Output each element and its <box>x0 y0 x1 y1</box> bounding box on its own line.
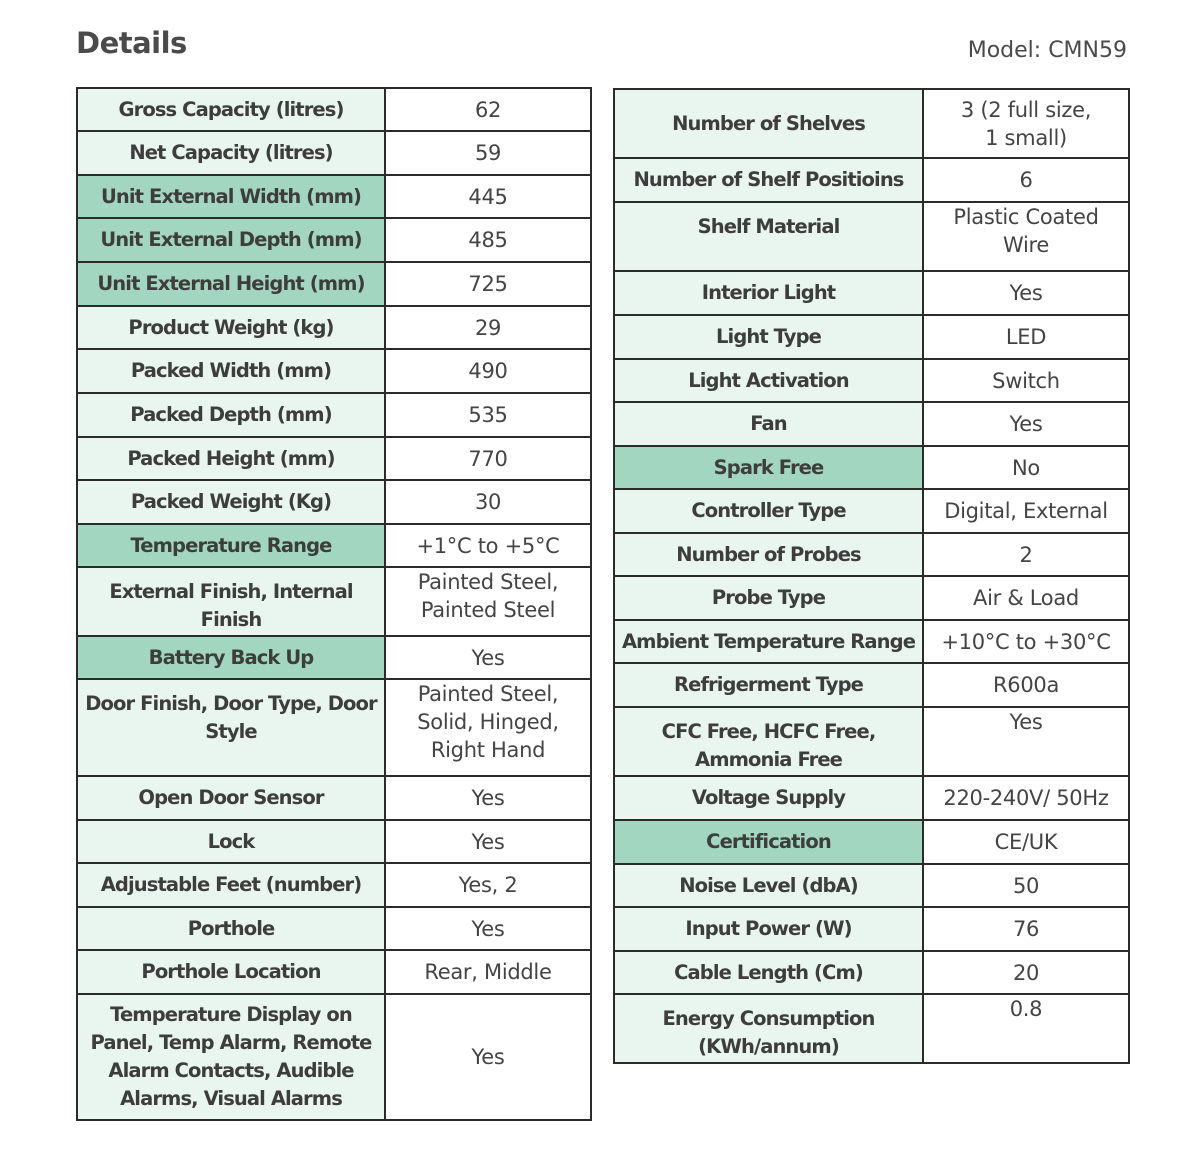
spec-value: LED <box>923 315 1129 359</box>
spec-value: No <box>923 446 1129 489</box>
spec-row-energy-consumption-kwh-annum <box>614 994 1129 1063</box>
spec-row-adjustable-feet-number <box>77 863 591 907</box>
spec-row-temperature-display-on-panel-temp-alarm-remote-alarm-contacts-audible-alarms-visual-alarms <box>77 994 591 1120</box>
spec-label: Controller Type <box>614 489 923 533</box>
spec-row-number-of-shelves <box>614 89 1129 158</box>
spec-label: Noise Level (dbA) <box>614 864 923 907</box>
spec-label: Voltage Supply <box>614 776 923 820</box>
spec-value: Yes <box>385 994 591 1120</box>
spec-row-open-door-sensor <box>77 776 591 820</box>
spec-label: Probe Type <box>614 576 923 620</box>
spec-value: 0.8 <box>923 994 1129 1063</box>
spec-row-battery-back-up <box>77 636 591 679</box>
spec-value: Yes <box>923 707 1129 776</box>
spec-label: Packed Depth (mm) <box>77 393 385 437</box>
spec-value: Yes, 2 <box>385 863 591 907</box>
spec-row-cfc-free-hcfc-free-ammonia-free <box>614 707 1129 776</box>
spec-value: 485 <box>385 218 591 262</box>
spec-row-number-of-probes <box>614 533 1129 576</box>
right-spec-table <box>613 88 1130 1064</box>
spec-label: Porthole <box>77 907 385 950</box>
spec-label: Spark Free <box>614 446 923 489</box>
spec-label: CFC Free, HCFC Free, Ammonia Free <box>614 707 923 776</box>
spec-label: External Finish, Internal Finish <box>77 567 385 636</box>
spec-label: Net Capacity (litres) <box>77 131 385 175</box>
spec-value: 6 <box>923 158 1129 202</box>
spec-row-gross-capacity-litres <box>77 88 591 131</box>
spec-label: Battery Back Up <box>77 636 385 679</box>
spec-label: Number of Shelves <box>614 89 923 158</box>
spec-value: 30 <box>385 480 591 524</box>
spec-label: Temperature Display on Panel, Temp Alarm, Remote Alarm Contacts, Audible Alarms, Visual Alarms <box>77 994 385 1120</box>
spec-value: CE/UK <box>923 820 1129 864</box>
spec-value: Yes <box>923 402 1129 446</box>
spec-value: Rear, Middle <box>385 950 591 994</box>
spec-label: Unit External Depth (mm) <box>77 218 385 262</box>
spec-row-packed-height-mm <box>77 437 591 480</box>
spec-row-number-of-shelf-positioins <box>614 158 1129 202</box>
spec-value: +10°C to +30°C <box>923 620 1129 663</box>
spec-row-unit-external-width-mm <box>77 175 591 218</box>
spec-row-controller-type <box>614 489 1129 533</box>
spec-value: 535 <box>385 393 591 437</box>
spec-row-fan <box>614 402 1129 446</box>
spec-row-external-finish-internal-finish <box>77 567 591 636</box>
spec-row-interior-light <box>614 271 1129 315</box>
spec-label: Number of Shelf Positioins <box>614 158 923 202</box>
spec-value: 29 <box>385 306 591 349</box>
spec-value: Air & Load <box>923 576 1129 620</box>
spec-row-certification <box>614 820 1129 864</box>
spec-label: Energy Consumption (KWh/annum) <box>614 994 923 1063</box>
spec-row-input-power-w <box>614 907 1129 951</box>
spec-label: Unit External Height (mm) <box>77 262 385 306</box>
spec-value: Yes <box>385 636 591 679</box>
spec-label: Lock <box>77 820 385 863</box>
spec-row-refrigerment-type <box>614 663 1129 707</box>
spec-value: 3 (2 full size, 1 small) <box>923 89 1129 158</box>
spec-value: 62 <box>385 88 591 131</box>
spec-value: Switch <box>923 359 1129 402</box>
spec-label: Product Weight (kg) <box>77 306 385 349</box>
spec-label: Light Type <box>614 315 923 359</box>
spec-row-door-finish-door-type-door-style <box>77 679 591 776</box>
spec-row-product-weight-kg <box>77 306 591 349</box>
spec-value: 490 <box>385 349 591 393</box>
spec-label: Shelf Material <box>614 202 923 271</box>
spec-label: Number of Probes <box>614 533 923 576</box>
spec-value: R600a <box>923 663 1129 707</box>
spec-label: Fan <box>614 402 923 446</box>
model-number: Model: CMN59 <box>967 38 1127 63</box>
spec-label: Packed Weight (Kg) <box>77 480 385 524</box>
spec-value: Yes <box>385 776 591 820</box>
spec-value: Yes <box>385 907 591 950</box>
spec-label: Porthole Location <box>77 950 385 994</box>
spec-label: Open Door Sensor <box>77 776 385 820</box>
spec-row-lock <box>77 820 591 863</box>
spec-label: Packed Height (mm) <box>77 437 385 480</box>
spec-label: Interior Light <box>614 271 923 315</box>
spec-label: Unit External Width (mm) <box>77 175 385 218</box>
left-spec-table <box>76 87 592 1121</box>
spec-label: Gross Capacity (litres) <box>77 88 385 131</box>
spec-row-unit-external-depth-mm <box>77 218 591 262</box>
spec-value: 20 <box>923 951 1129 994</box>
spec-row-noise-level-dba <box>614 864 1129 907</box>
spec-row-cable-length-cm <box>614 951 1129 994</box>
spec-row-packed-weight-kg <box>77 480 591 524</box>
spec-label: Cable Length (Cm) <box>614 951 923 994</box>
spec-row-spark-free <box>614 446 1129 489</box>
spec-value: 50 <box>923 864 1129 907</box>
spec-value: +1°C to +5°C <box>385 524 591 567</box>
spec-value: Yes <box>923 271 1129 315</box>
spec-label: Ambient Temperature Range <box>614 620 923 663</box>
spec-value: 725 <box>385 262 591 306</box>
spec-label: Light Activation <box>614 359 923 402</box>
spec-row-porthole-location <box>77 950 591 994</box>
page-title: Details <box>76 26 187 60</box>
spec-row-packed-width-mm <box>77 349 591 393</box>
spec-label: Adjustable Feet (number) <box>77 863 385 907</box>
spec-row-porthole <box>77 907 591 950</box>
spec-value: 770 <box>385 437 591 480</box>
spec-label: Door Finish, Door Type, Door Style <box>77 679 385 776</box>
spec-row-voltage-supply <box>614 776 1129 820</box>
spec-row-unit-external-height-mm <box>77 262 591 306</box>
spec-row-net-capacity-litres <box>77 131 591 175</box>
spec-label: Certification <box>614 820 923 864</box>
spec-value: 76 <box>923 907 1129 951</box>
spec-label: Temperature Range <box>77 524 385 567</box>
spec-row-shelf-material <box>614 202 1129 271</box>
spec-value: Yes <box>385 820 591 863</box>
spec-label: Input Power (W) <box>614 907 923 951</box>
spec-value: Plastic Coated Wire <box>923 202 1129 271</box>
spec-row-packed-depth-mm <box>77 393 591 437</box>
spec-row-probe-type <box>614 576 1129 620</box>
spec-value: 59 <box>385 131 591 175</box>
spec-value: 445 <box>385 175 591 218</box>
spec-value: Painted Steel, Painted Steel <box>385 567 591 636</box>
spec-label: Refrigerment Type <box>614 663 923 707</box>
spec-row-light-activation <box>614 359 1129 402</box>
spec-value: 2 <box>923 533 1129 576</box>
spec-label: Packed Width (mm) <box>77 349 385 393</box>
spec-row-ambient-temperature-range <box>614 620 1129 663</box>
spec-value: Painted Steel, Solid, Hinged, Right Hand <box>385 679 591 776</box>
spec-row-temperature-range <box>77 524 591 567</box>
spec-value: 220-240V/ 50Hz <box>923 776 1129 820</box>
spec-row-light-type <box>614 315 1129 359</box>
spec-value: Digital, External <box>923 489 1129 533</box>
